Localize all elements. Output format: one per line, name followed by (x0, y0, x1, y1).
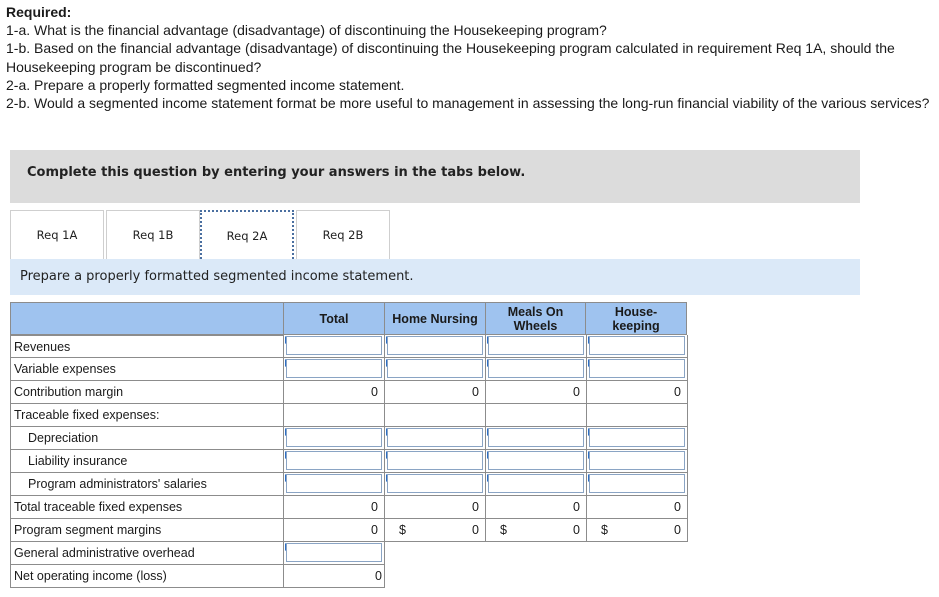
row-label-net-operating-income: Net operating income (loss) (10, 565, 284, 588)
depreciation-meals-on-wheels-input[interactable] (486, 427, 587, 450)
required-title: Required: (6, 4, 72, 20)
input-box[interactable] (589, 474, 685, 493)
column-header-housekeeping: House- keeping (586, 302, 687, 335)
revenues-home-nursing-input[interactable] (385, 335, 486, 358)
depreciation-housekeeping-input[interactable] (587, 427, 688, 450)
traceable-fixed-home-nursing (385, 404, 486, 427)
contribution-margin-total (284, 381, 385, 404)
input-box[interactable] (488, 359, 584, 378)
liability-insurance-total-input[interactable] (284, 450, 385, 473)
row-label-general-administrative-overhead: General administrative overhead (10, 542, 284, 565)
variable-expenses-housekeeping-input[interactable] (587, 358, 688, 381)
admin-salaries-total-input[interactable] (284, 473, 385, 496)
segment-margin-home-nursing (385, 519, 486, 542)
currency-symbol: $ (601, 523, 608, 537)
column-header-home-nursing: Home Nursing (385, 302, 486, 335)
input-box[interactable] (387, 359, 483, 378)
contribution-margin-housekeeping (587, 381, 688, 404)
cell-value: 0 (674, 385, 681, 399)
liability-insurance-housekeeping-input[interactable] (587, 450, 688, 473)
column-header-meals-on-wheels: Meals On Wheels (486, 302, 586, 335)
cell-value: 0 (573, 385, 580, 399)
required-section (6, 3, 931, 112)
cell-value: 0 (573, 523, 580, 537)
segment-margin-total (284, 519, 385, 542)
contribution-margin-meals-on-wheels (486, 381, 587, 404)
depreciation-total-input[interactable] (284, 427, 385, 450)
input-box[interactable] (286, 543, 382, 562)
cell-value: 0 (371, 500, 378, 514)
variable-expenses-home-nursing-input[interactable] (385, 358, 486, 381)
cell-value: 0 (674, 500, 681, 514)
row-label-variable-expenses: Variable expenses (10, 358, 284, 381)
total-traceable-fixed-total (284, 496, 385, 519)
input-box[interactable] (488, 428, 584, 447)
input-box[interactable] (286, 336, 382, 355)
total-traceable-fixed-housekeeping (587, 496, 688, 519)
traceable-fixed-meals-on-wheels (486, 404, 587, 427)
traceable-fixed-total (284, 404, 385, 427)
tab-req-1b[interactable]: Req 1B (106, 210, 200, 259)
row-label-program-segment-margins: Program segment margins (10, 519, 284, 542)
liability-insurance-home-nursing-input[interactable] (385, 450, 486, 473)
cell-value: 0 (472, 500, 479, 514)
row-label-revenues: Revenues (10, 335, 284, 358)
input-box[interactable] (286, 428, 382, 447)
input-box[interactable] (286, 474, 382, 493)
cell-value: 0 (375, 569, 382, 583)
required-line-1b: 1-b. Based on the financial advantage (disadvantage) of discontinuing the Housekeeping program calculated in requirement Req 1A, should the Housekeeping program be discontinued? (6, 40, 895, 75)
revenues-total-input[interactable] (284, 335, 385, 358)
tab-req-2b[interactable]: Req 2B (296, 210, 390, 259)
traceable-fixed-housekeeping (587, 404, 688, 427)
required-line-2b: 2-b. Would a segmented income statement format be more useful to management in assessing the long-run financial viability of the various services? (6, 95, 930, 112)
cell-value: 0 (472, 523, 479, 537)
input-box[interactable] (286, 451, 382, 470)
cell-value: 0 (573, 500, 580, 514)
row-label-contribution-margin: Contribution margin (10, 381, 284, 404)
cell-value: 0 (472, 385, 479, 399)
currency-symbol: $ (500, 523, 507, 537)
input-box[interactable] (589, 359, 685, 378)
instruction-banner (10, 150, 860, 203)
segment-margin-meals-on-wheels (486, 519, 587, 542)
row-label-total-traceable-fixed-expenses: Total traceable fixed expenses (10, 496, 284, 519)
input-box[interactable] (387, 428, 483, 447)
input-box[interactable] (488, 336, 584, 355)
input-box[interactable] (589, 336, 685, 355)
row-label-depreciation: Depreciation (10, 427, 284, 450)
variable-expenses-meals-on-wheels-input[interactable] (486, 358, 587, 381)
input-box[interactable] (286, 359, 382, 378)
admin-salaries-home-nursing-input[interactable] (385, 473, 486, 496)
revenues-housekeeping-input[interactable] (587, 335, 688, 358)
table-header-label-cell (10, 302, 284, 335)
currency-symbol: $ (399, 523, 406, 537)
required-line-2a: 2-a. Prepare a properly formatted segmented income statement. (6, 76, 405, 93)
total-traceable-fixed-meals-on-wheels (486, 496, 587, 519)
net-operating-income-total (284, 565, 385, 588)
admin-salaries-meals-on-wheels-input[interactable] (486, 473, 587, 496)
contribution-margin-home-nursing (385, 381, 486, 404)
row-label-program-administrators-salaries: Program administrators' salaries (10, 473, 284, 496)
tab-req-1a[interactable]: Req 1A (10, 210, 104, 259)
cell-value: 0 (371, 385, 378, 399)
cell-value: 0 (674, 523, 681, 537)
segment-margin-housekeeping (587, 519, 688, 542)
revenues-meals-on-wheels-input[interactable] (486, 335, 587, 358)
cell-value: 0 (371, 523, 378, 537)
input-box[interactable] (589, 428, 685, 447)
general-overhead-total-input[interactable] (284, 542, 385, 565)
tab-req-2a[interactable]: Req 2A (200, 210, 294, 259)
prompt-text: Prepare a properly formatted segmented income statement. (20, 269, 414, 284)
depreciation-home-nursing-input[interactable] (385, 427, 486, 450)
input-box[interactable] (488, 474, 584, 493)
prompt-bar (10, 259, 860, 295)
input-box[interactable] (387, 451, 483, 470)
input-box[interactable] (387, 474, 483, 493)
required-line-1a: 1-a. What is the financial advantage (disadvantage) of discontinuing the Housekeeping program? (6, 22, 607, 39)
variable-expenses-total-input[interactable] (284, 358, 385, 381)
column-header-total: Total (284, 302, 385, 335)
input-box[interactable] (589, 451, 685, 470)
admin-salaries-housekeeping-input[interactable] (587, 473, 688, 496)
total-traceable-fixed-home-nursing (385, 496, 486, 519)
row-label-traceable-fixed-expenses: Traceable fixed expenses: (10, 404, 284, 427)
input-box[interactable] (387, 336, 483, 355)
input-box[interactable] (488, 451, 584, 470)
liability-insurance-meals-on-wheels-input[interactable] (486, 450, 587, 473)
row-label-liability-insurance: Liability insurance (10, 450, 284, 473)
instruction-text: Complete this question by entering your answers in the tabs below. (27, 165, 526, 180)
